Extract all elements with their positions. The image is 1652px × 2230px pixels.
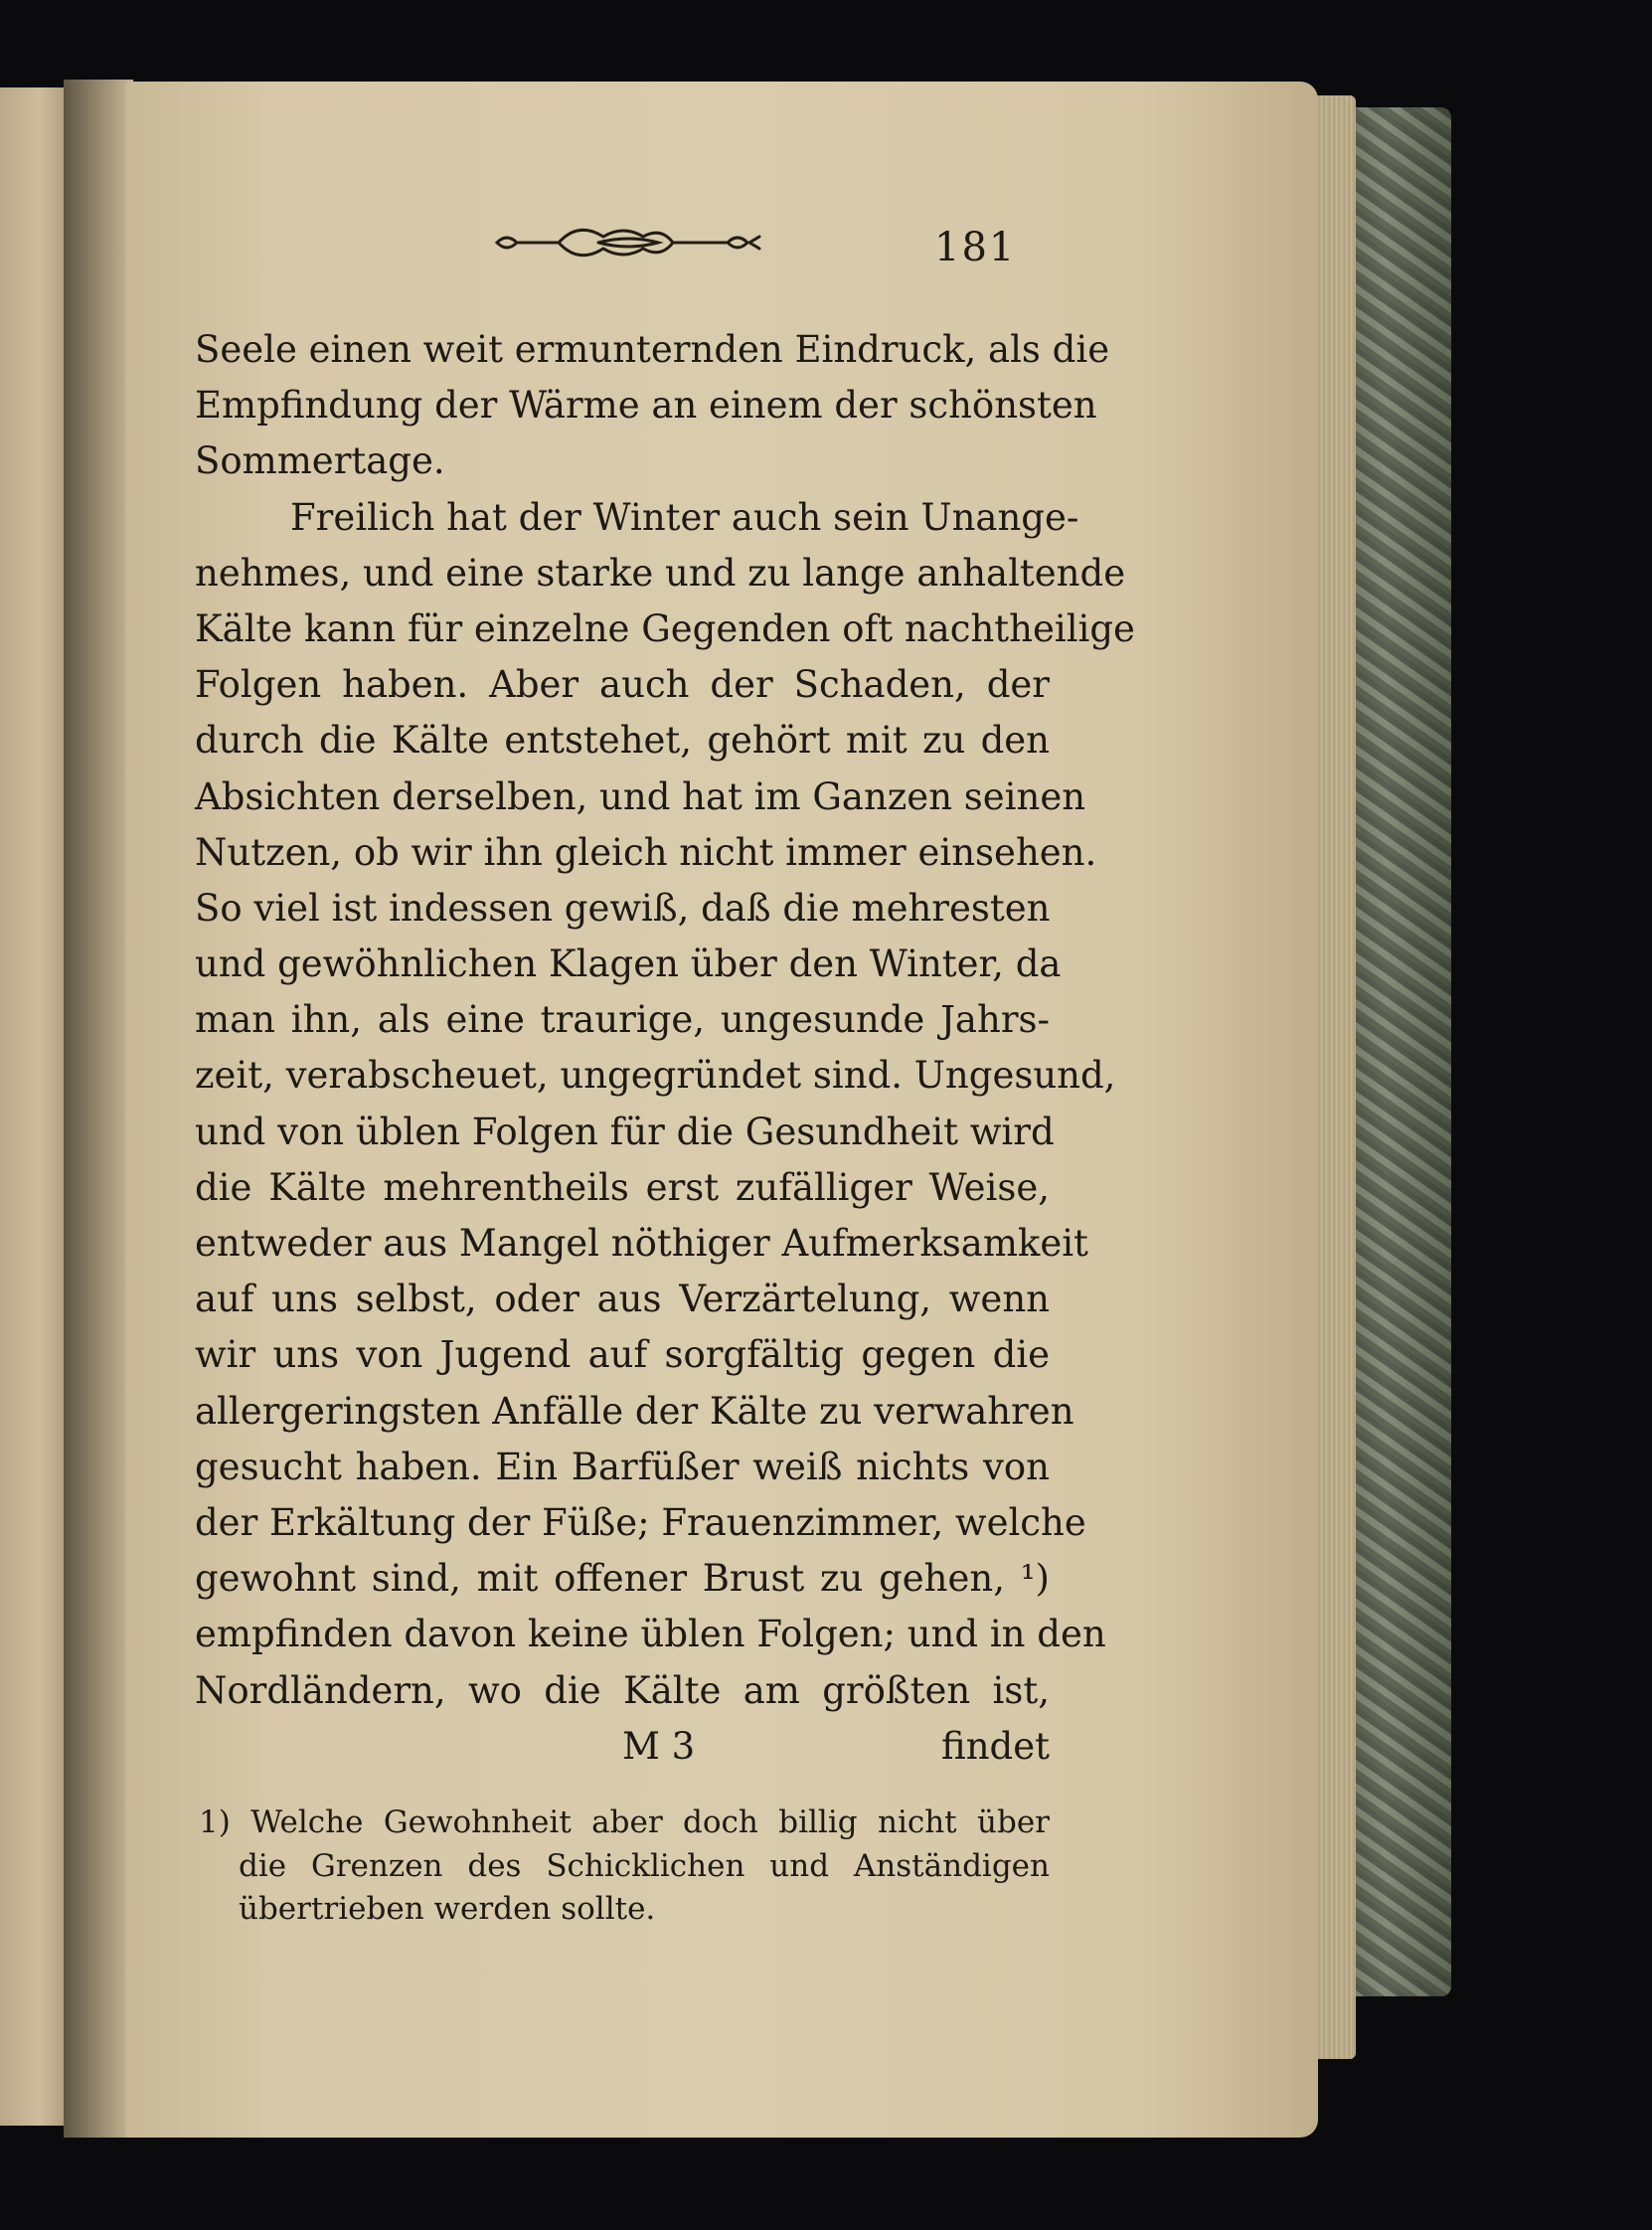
text-line: nehmes, und eine starke und zu lange anhaltende: [195, 551, 1126, 595]
text-line: empfinden davon keine üblen Folgen; und in den: [195, 1613, 1106, 1656]
text-line: und von üblen Folgen für die Gesundheit wird: [195, 1110, 1055, 1153]
text-line: Seele einen weit ermunternden Eindruck, als die: [195, 328, 1110, 371]
footnote-line: übertrieben werden sollte.: [239, 1891, 656, 1927]
text-line: gesucht haben. Ein Barfüßer weiß nichts von: [195, 1445, 1050, 1488]
text-line: Empfindung der Wärme an einem der schönsten: [195, 384, 1097, 428]
marbled-cover: [1342, 107, 1451, 1996]
text-line: zeit, verabscheuet, ungegründet sind. Ungesund,: [195, 1054, 1116, 1098]
text-line: Absichten derselben, und hat im Ganzen seinen: [195, 774, 1086, 818]
footnote-line: 1) Welche Gewohnheit aber doch billig nicht über: [199, 1804, 1050, 1840]
text-line: man ihn, als eine traurige, ungesunde Jahrs-: [195, 998, 1050, 1042]
signature-mark: M 3: [622, 1724, 696, 1768]
body-text: [195, 322, 1135, 1775]
signature-line: [195, 1719, 1050, 1775]
text-line: der Erkältung der Füße; Frauenzimmer, welche: [195, 1500, 1086, 1544]
text-line: So viel ist indessen gewiß, daß die mehresten: [195, 886, 1051, 930]
ornamental-headpiece-icon: [489, 221, 767, 264]
text-line: durch die Kälte entstehet, gehört mit zu den: [195, 719, 1050, 763]
footnote-line: die Grenzen des Schicklichen und Anständigen: [239, 1847, 1050, 1884]
text-line: allergeringsten Anfälle der Kälte zu verwahren: [195, 1389, 1074, 1433]
book-gutter: [64, 80, 133, 2138]
facing-page-edge: [0, 87, 72, 2126]
text-line: gewohnt sind, mit offener Brust zu gehen, ¹): [195, 1557, 1050, 1601]
text-line: und gewöhnlichen Klagen über den Winter, da: [195, 943, 1062, 986]
text-line: Kälte kann für einzelne Gegenden oft nachtheilige: [195, 606, 1135, 650]
text-line: wir uns von Jugend auf sorgfältig gegen die: [195, 1333, 1050, 1377]
page-number: 181: [934, 225, 1017, 270]
text-line: auf uns selbst, oder aus Verzärtelung, wenn: [195, 1278, 1050, 1321]
text-line: Nutzen, ob wir ihn gleich nicht immer einsehen.: [195, 830, 1097, 874]
text-line: Nordländern, wo die Kälte am größten ist,: [195, 1668, 1050, 1712]
text-line: die Kälte mehrentheils erst zufälliger Weise,: [195, 1165, 1050, 1209]
catchword: findet: [941, 1724, 1050, 1768]
text-line: Freilich hat der Winter auch sein Unange-: [290, 495, 1079, 539]
text-line: Folgen haben. Aber auch der Schaden, der: [195, 663, 1050, 707]
text-line: Sommertage.: [195, 439, 445, 483]
footnote: [199, 1801, 1050, 1932]
text-line: entweder aus Mangel nöthiger Aufmerksamkeit: [195, 1222, 1088, 1265]
